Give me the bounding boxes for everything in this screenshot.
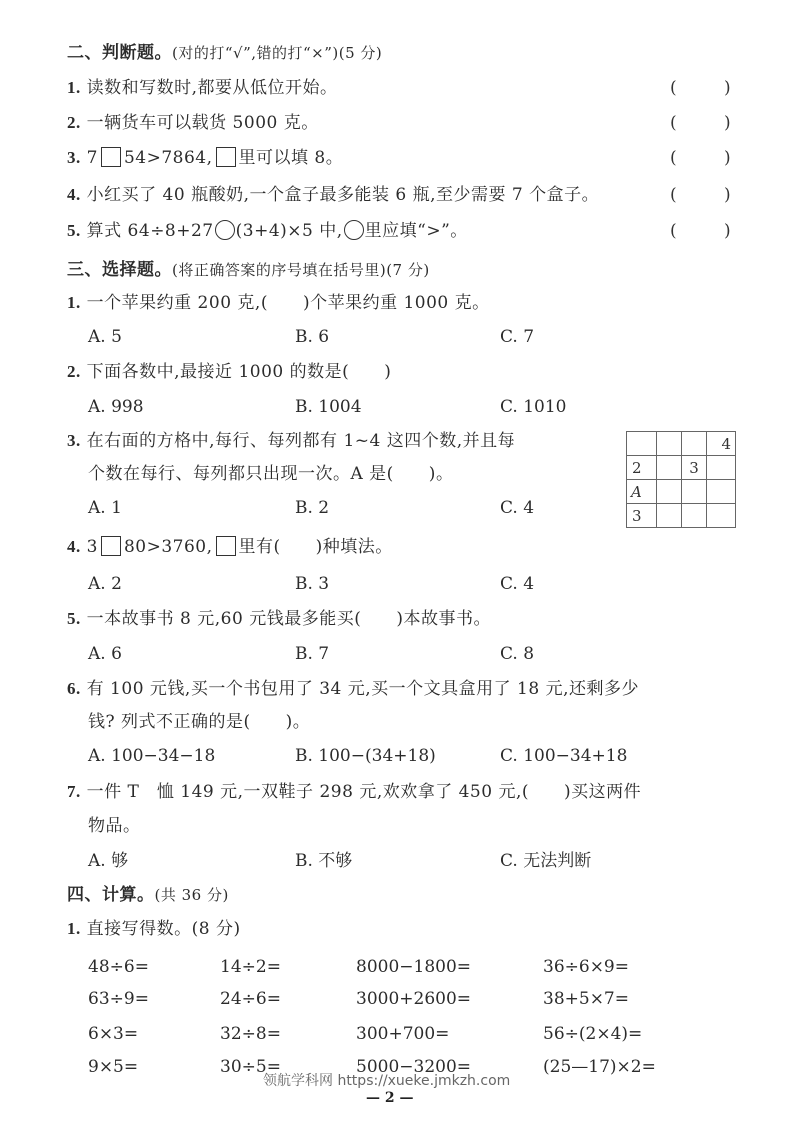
- section-3-note: (将正确答案的序号填在括号里)(7 分): [172, 261, 430, 279]
- paren-left: (: [670, 113, 677, 133]
- blank-box: [101, 536, 121, 556]
- item-text-mid: 80>3760,: [123, 537, 213, 557]
- calc-problem: 30÷5=: [220, 1057, 281, 1077]
- item-number: 4.: [67, 185, 81, 204]
- item-number: 1.: [67, 78, 81, 97]
- calc-problem: 5000−3200=: [356, 1057, 472, 1077]
- judge-item-4: [67, 184, 599, 206]
- option-c[interactable]: C. 1010: [500, 397, 567, 417]
- choice-item-3: [67, 430, 515, 452]
- section-4-title: 四、计算。: [67, 885, 155, 905]
- grid-cell: [657, 480, 682, 504]
- calc-problem: 56÷(2×4)=: [543, 1024, 643, 1044]
- item-text: 有 100 元钱,买一个书包用了 34 元,买一个文具盒用了 18 元,还剩多少: [86, 679, 640, 699]
- option-b[interactable]: B. 2: [295, 498, 330, 518]
- option-b[interactable]: B. 不够: [295, 851, 353, 871]
- choice-item-1: [67, 292, 490, 314]
- item-number: 7.: [67, 782, 81, 801]
- page-number: — 2 —: [366, 1090, 414, 1106]
- item-number: 1.: [67, 293, 81, 312]
- item-number: 2.: [67, 113, 81, 132]
- item-number: 2.: [67, 362, 81, 381]
- item-number: 1.: [67, 919, 81, 938]
- calc-problem: 36÷6×9=: [543, 957, 629, 977]
- option-a[interactable]: A. 够: [88, 851, 129, 871]
- blank-box: [216, 536, 236, 556]
- paren-right: ): [724, 221, 731, 241]
- item-text-pre: 3: [86, 537, 98, 557]
- item-text: 读数和写数时,都要从低位开始。: [86, 78, 338, 98]
- blank-box: [216, 147, 236, 167]
- section-2-heading: [67, 42, 382, 64]
- item-text: 小红买了 40 瓶酸奶,一个盒子最多能装 6 瓶,至少需要 7 个盒子。: [86, 185, 600, 205]
- calc-problem: 38+5×7=: [543, 989, 629, 1009]
- grid-cell: [707, 456, 736, 480]
- item-number: 3.: [67, 431, 81, 450]
- option-a[interactable]: A. 100−34−18: [88, 746, 216, 766]
- calc-problem: 48÷6=: [88, 957, 149, 977]
- choice-item-5: [67, 608, 491, 630]
- option-b[interactable]: B. 1004: [295, 397, 362, 417]
- option-a[interactable]: A. 998: [88, 397, 144, 417]
- judge-item-5: [67, 220, 468, 242]
- option-c[interactable]: C. 4: [500, 574, 535, 594]
- option-c[interactable]: C. 100−34+18: [500, 746, 628, 766]
- section-3-title: 三、选择题。: [67, 260, 172, 280]
- option-a[interactable]: A. 1: [88, 498, 122, 518]
- judge-item-3: [67, 147, 343, 169]
- calc-sub-1: [67, 918, 241, 940]
- option-c[interactable]: C. 无法判断: [500, 851, 592, 871]
- grid-cell: [682, 480, 707, 504]
- option-b[interactable]: B. 6: [295, 327, 330, 347]
- item-text-mid: 54>7864,: [123, 148, 213, 168]
- latin-square-grid: [626, 431, 736, 528]
- option-b[interactable]: B. 7: [295, 644, 330, 664]
- section-4-heading: [67, 884, 229, 906]
- choice-item-6: [67, 678, 639, 700]
- choice-item-4: [67, 536, 393, 558]
- grid-cell: [707, 480, 736, 504]
- calc-problem: 300+700=: [356, 1024, 450, 1044]
- grid-cell: 2: [627, 456, 657, 480]
- grid-cell: [682, 504, 707, 528]
- choice-item-7: [67, 781, 641, 803]
- item-number: 3.: [67, 148, 81, 167]
- calc-problem: 24÷6=: [220, 989, 281, 1009]
- paren-left: (: [670, 221, 677, 241]
- item-text: 一个苹果约重 200 克,( )个苹果约重 1000 克。: [86, 293, 490, 313]
- grid-cell: 4: [707, 432, 736, 456]
- option-b[interactable]: B. 3: [295, 574, 330, 594]
- paren-left: (: [670, 185, 677, 205]
- item-text-pre: 7: [86, 148, 98, 168]
- watermark: 领航学科网 https://xueke.jmkzh.com: [263, 1073, 511, 1089]
- item-text: 直接写得数。(8 分): [86, 919, 241, 939]
- paren-left: (: [670, 148, 677, 168]
- option-c[interactable]: C. 4: [500, 498, 535, 518]
- judge-item-1: [67, 77, 338, 99]
- paren-right: ): [724, 113, 731, 133]
- calc-problem: 6×3=: [88, 1024, 139, 1044]
- judge-item-2: [67, 112, 319, 134]
- paren-right: ): [724, 185, 731, 205]
- item-text: 一件 T 恤 149 元,一双鞋子 298 元,欢欢拿了 450 元,( )买这两件: [86, 782, 642, 802]
- calc-problem: 63÷9=: [88, 989, 149, 1009]
- section-4-note: (共 36 分): [154, 886, 229, 904]
- item-text: 在右面的方格中,每行、每列都有 1~4 这四个数,并且每: [86, 431, 516, 451]
- calc-problem: 14÷2=: [220, 957, 281, 977]
- choice-item-6-line2: 钱? 列式不正确的是( )。: [88, 712, 311, 732]
- grid-cell: [707, 504, 736, 528]
- blank-circle: [344, 220, 364, 240]
- option-c[interactable]: C. 8: [500, 644, 535, 664]
- option-a[interactable]: A. 6: [88, 644, 122, 664]
- paren-left: (: [670, 78, 677, 98]
- grid-cell: [682, 432, 707, 456]
- calc-problem: 9×5=: [88, 1057, 139, 1077]
- paren-right: ): [724, 78, 731, 98]
- section-2-title: 二、判断题。: [67, 43, 172, 63]
- grid-cell: [627, 432, 657, 456]
- item-text: 一辆货车可以载货 5000 克。: [86, 113, 319, 133]
- blank-circle: [215, 220, 235, 240]
- item-number: 4.: [67, 537, 81, 556]
- option-a[interactable]: A. 5: [88, 327, 122, 347]
- grid-cell-a: A: [627, 480, 657, 504]
- grid-cell: 3: [627, 504, 657, 528]
- grid-cell: [657, 432, 682, 456]
- grid-cell: [657, 504, 682, 528]
- option-c[interactable]: C. 7: [500, 327, 535, 347]
- item-text: 一本故事书 8 元,60 元钱最多能买( )本故事书。: [86, 609, 491, 629]
- item-number: 5.: [67, 221, 81, 240]
- calc-problem: (25—17)×2=: [543, 1057, 656, 1077]
- item-text: 下面各数中,最接近 1000 的数是( ): [86, 362, 392, 382]
- choice-item-7-line2: 物品。: [88, 816, 141, 836]
- item-number: 6.: [67, 679, 81, 698]
- choice-item-2: [67, 361, 391, 383]
- item-text-mid: (3+4)×5 中,: [235, 221, 343, 241]
- calc-problem: 8000−1800=: [356, 957, 472, 977]
- option-a[interactable]: A. 2: [88, 574, 122, 594]
- item-text-post: 里有( )种填法。: [238, 537, 393, 557]
- grid-cell: [657, 456, 682, 480]
- grid-cell: 3: [682, 456, 707, 480]
- choice-item-3-line2: 个数在每行、每列都只出现一次。A 是( )。: [88, 464, 454, 484]
- section-3-heading: [67, 259, 430, 281]
- blank-box: [101, 147, 121, 167]
- item-number: 5.: [67, 609, 81, 628]
- calc-problem: 3000+2600=: [356, 989, 472, 1009]
- item-text-post: 里应填“>”。: [364, 221, 468, 241]
- calc-problem: 32÷8=: [220, 1024, 281, 1044]
- option-b[interactable]: B. 100−(34+18): [295, 746, 436, 766]
- item-text-post: 里可以填 8。: [238, 148, 344, 168]
- paren-right: ): [724, 148, 731, 168]
- item-text-pre: 算式 64÷8+27: [86, 221, 214, 241]
- section-2-note: (对的打“√”,错的打“×”)(5 分): [172, 44, 383, 62]
